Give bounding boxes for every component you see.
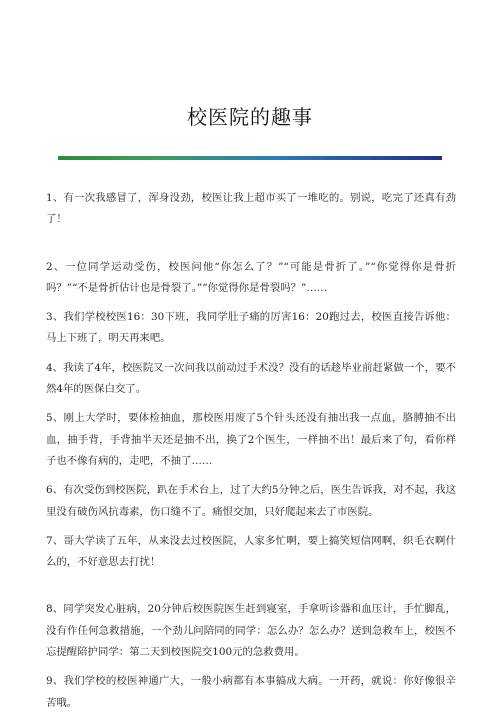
paragraph-3: 3、我们学校校医16：30下班，我同学肚子痛的厉害16：20跑过去，校医直接告诉他：马上下班了，明天再来吧。 — [46, 311, 456, 345]
paragraph-8: 8、同学突发心脏病，20分钟后校医院医生赶到寝室，手拿听诊器和血压计，手忙脚乱，没有作任何急救措施，一个劲儿问陪同的同学：怎么办？怎么办？送到急救车上，校医不忘提醒陪护同学：第二天到校医院交100元的急救费用。 — [46, 603, 456, 659]
paragraph-5: 5、刚上大学时，要体检抽血，那校医用废了5个针头还没有抽出我一点血，胳膊抽不出血，抽手背，手背抽半天还是抽不出，换了2个医生，一样抽不出！最后来了句，看你样子也不像有病的，走吧，不抽了…… — [46, 412, 456, 467]
paragraph-2: 2、一位同学运动受伤，校医问他“你怎么了？”“可能是骨折了。”“你觉得你是骨折吗？”“不是骨折估计也是骨裂了。”“你觉得你是骨裂吗？”…… — [46, 260, 456, 294]
paragraph-4: 4、我读了4年，校医院又一次问我以前动过手术没？没有的话趁毕业前赶紧做一个，要不然4年的医保白交了。 — [46, 361, 456, 396]
document-body — [46, 188, 456, 714]
document-title: 校医院的趣事 — [187, 105, 313, 129]
paragraph-1: 1、有一次我感冒了，浑身没劲，校医让我上超市买了一堆吃的。别说，吃完了还真有劲了！ — [46, 192, 456, 226]
title-divider — [58, 156, 442, 160]
paragraph-9: 9、我们学校的校医神通广大，一般小病都有本事搞成大病。一开药，就说：你好像很辛苦哦。 — [46, 675, 456, 709]
paragraph-7: 7、哥大学读了五年，从来没去过校医院，人家多忙啊，要上搞笑短信网啊，织毛衣啊什么的，不好意思去打扰！ — [46, 534, 456, 569]
paragraph-6: 6、有次受伤到校医院，趴在手术台上，过了大约5分钟之后，医生告诉我，对不起，我这里没有破伤风抗毒素，伤口缝不了。痛恨交加，只好爬起来去了市医院。 — [46, 484, 456, 518]
